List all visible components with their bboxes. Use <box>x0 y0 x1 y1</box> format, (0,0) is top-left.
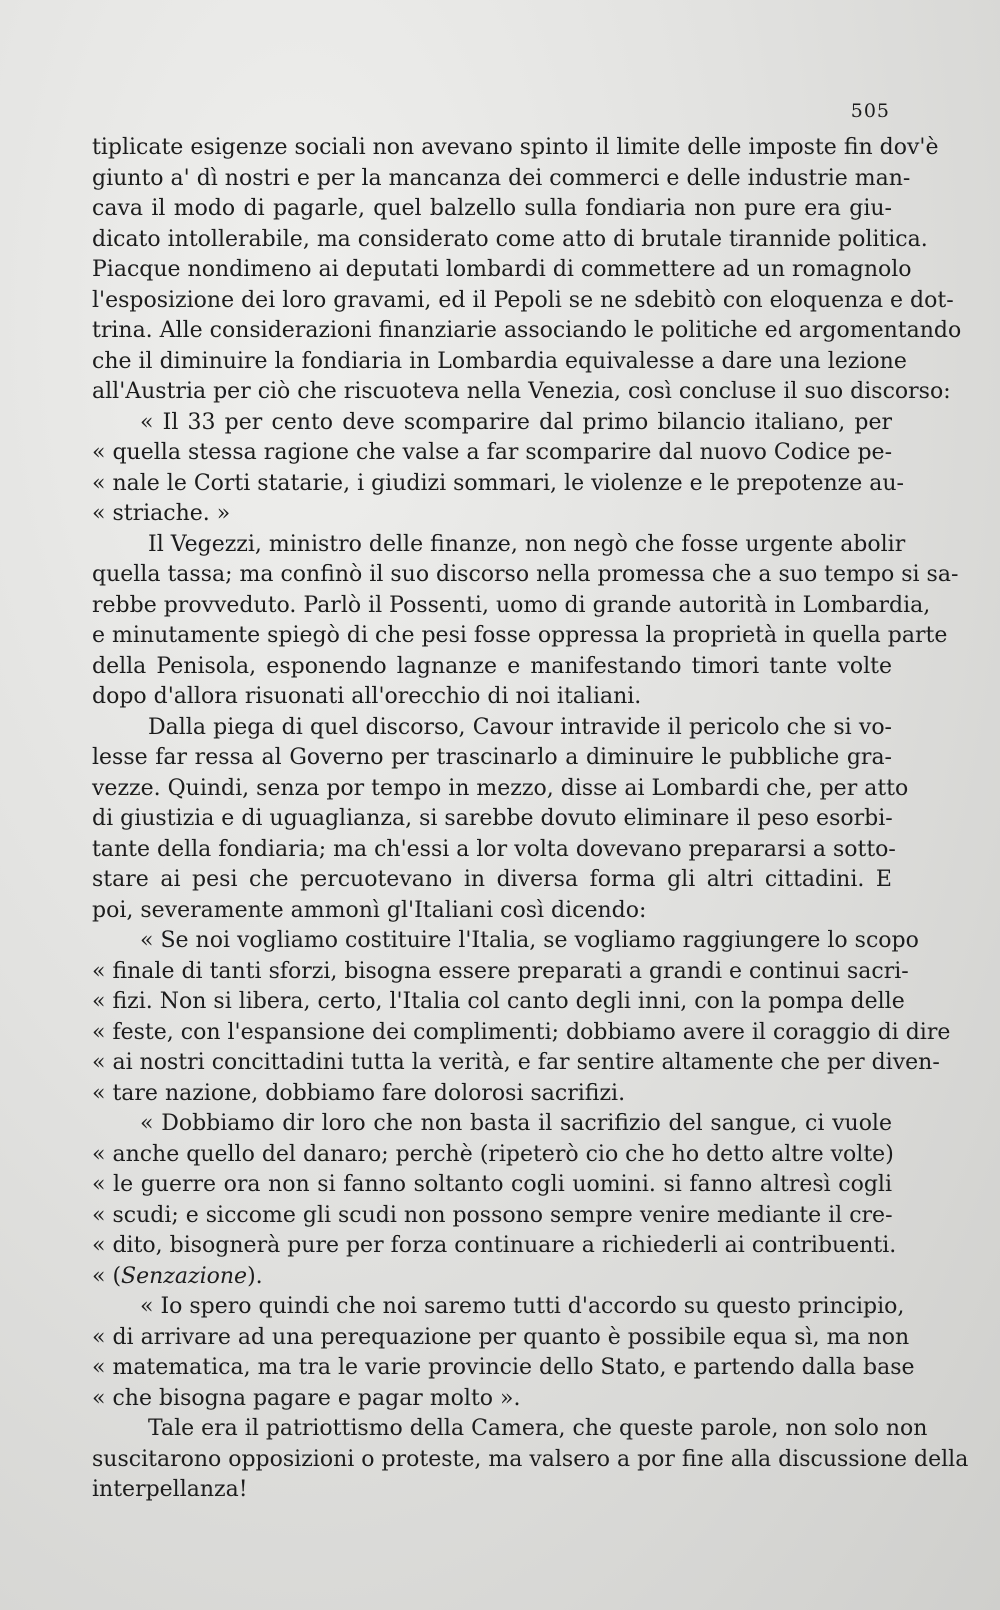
text-line: vezze. Quindi, senza por tempo in mezzo, disse ai Lombardi che, per atto <box>92 775 909 801</box>
text-line: e minutamente spiegò di che pesi fosse oppressa la proprietà in quella parte <box>92 623 948 648</box>
body-text <box>92 133 969 1506</box>
italic-remark: Senzazione <box>121 1263 248 1289</box>
page-number: 505 <box>850 100 890 122</box>
text-line: giunto a' dì nostri e per la mancanza dei commerci e delle industrie man- <box>92 165 911 191</box>
text-line: Tale era il patriottismo della Camera, che queste parole, non solo non <box>148 1416 928 1441</box>
text-line: all'Austria per ciò che riscuoteva nella Venezia, così concluse il suo discorso: <box>92 379 951 404</box>
text-line: « finale di tanti sforzi, bisogna essere preparati a grandi e continui sacri- <box>92 958 909 984</box>
text-line: « matematica, ma tra le varie provincie dello Stato, e partendo dalla base <box>92 1355 915 1380</box>
text-line: Il Vegezzi, ministro delle finanze, non negò che fosse urgente abolir <box>148 531 906 557</box>
text-line: cava il modo di pagarle, quel balzello sulla fondiaria non pure era giu- <box>92 196 892 221</box>
text-line: « scudi; e siccome gli scudi non possono sempre venire mediante il cre- <box>92 1202 893 1228</box>
text-line: quella tassa; ma confinò il suo discorso nella promessa che a suo tempo si sa- <box>92 562 959 587</box>
text-line: dicato intollerabile, ma considerato come atto di brutale tirannide politica. <box>92 226 928 252</box>
text-line: lesse far ressa al Governo per trascinarlo a diminuire le pubbliche gra- <box>92 745 892 770</box>
text-line: trina. Alle considerazioni finanziarie associando le politiche ed argomentando <box>92 318 962 343</box>
text-line: « dito, bisognerà pure per forza continuare a richiederli ai contribuenti. <box>92 1233 897 1258</box>
text-line: tante della fondiaria; ma ch'essi a lor volta dovevano prepararsi a sotto- <box>92 836 896 862</box>
text-line: « che bisogna pagare e pagar molto ». <box>92 1385 521 1411</box>
text-line: « tare nazione, dobbiamo fare dolorosi sacrifizi. <box>92 1080 626 1106</box>
text-line: Piacque nondimeno ai deputati lombardi di commettere ad un romagnolo <box>92 257 912 282</box>
text-line: « Io spero quindi che noi saremo tutti d'accordo su questo principio, <box>140 1294 905 1319</box>
text-line: della Penisola, esponendo lagnanze e manifestando timori tante volte <box>92 653 892 679</box>
text-line: suscitarono opposizioni o proteste, ma valsero a por fine alla discussione della <box>92 1446 969 1472</box>
text-line: tiplicate esigenze sociali non avevano spinto il limite delle imposte fin dov'è <box>92 135 939 160</box>
text-line: Dalla piega di quel discorso, Cavour intravide il pericolo che si vo- <box>148 714 892 740</box>
text-line: « ai nostri concittadini tutta la verità, e far sentire altamente che per diven- <box>92 1050 940 1075</box>
text-line: « feste, con l'espansione dei complimenti; dobbiamo avere il coraggio di dire <box>92 1019 951 1045</box>
text-line: l'esposizione dei loro gravami, ed il Pepoli se ne sdebitò con eloquenza e dot- <box>92 287 954 313</box>
text-line: che il diminuire la fondiaria in Lombardia equivalesse a dare una lezione <box>92 348 907 374</box>
text-line: « nale le Corti statarie, i giudizi sommari, le violenze e le prepotenze au- <box>92 470 904 496</box>
text-line: dopo d'allora risuonati all'orecchio di noi italiani. <box>92 684 642 709</box>
text-line: stare ai pesi che percuotevano in diversa forma gli altri cittadini. E <box>92 867 892 892</box>
text-line: « Dobbiamo dir loro che non basta il sacrifizio del sangue, ci vuole <box>140 1111 892 1136</box>
text-line: « di arrivare ad una perequazione per quanto è possibile equa sì, ma non <box>92 1324 910 1350</box>
text-line: « le guerre ora non si fanno soltanto cogli uomini. si fanno altresì cogli <box>92 1172 892 1197</box>
text-line: « quella stessa ragione che valse a far scomparire dal nuovo Codice pe- <box>92 440 892 465</box>
text-line: poi, severamente ammonì gl'Italiani così dicendo: <box>92 897 647 923</box>
text-line: « Se noi vogliamo costituire l'Italia, se vogliamo raggiungere lo scopo <box>140 928 919 953</box>
text-line: « fizi. Non si libera, certo, l'Italia col canto degli inni, con la pompa delle <box>92 989 905 1014</box>
text-line: « (Senzazione). <box>92 1263 263 1289</box>
text-line: « Il 33 per cento deve scomparire dal primo bilancio italiano, per <box>140 409 892 435</box>
text-line: « striache. » <box>92 501 231 526</box>
text-line: rebbe provveduto. Parlò il Possenti, uomo di grande autorità in Lombardia, <box>92 592 931 618</box>
text-line: interpellanza! <box>92 1477 248 1502</box>
text-line: « anche quello del danaro; perchè (ripeterò cio che ho detto altre volte) <box>92 1141 894 1167</box>
text-line: di giustizia e di uguaglianza, si sarebbe dovuto eliminare il peso esorbi- <box>92 806 893 831</box>
